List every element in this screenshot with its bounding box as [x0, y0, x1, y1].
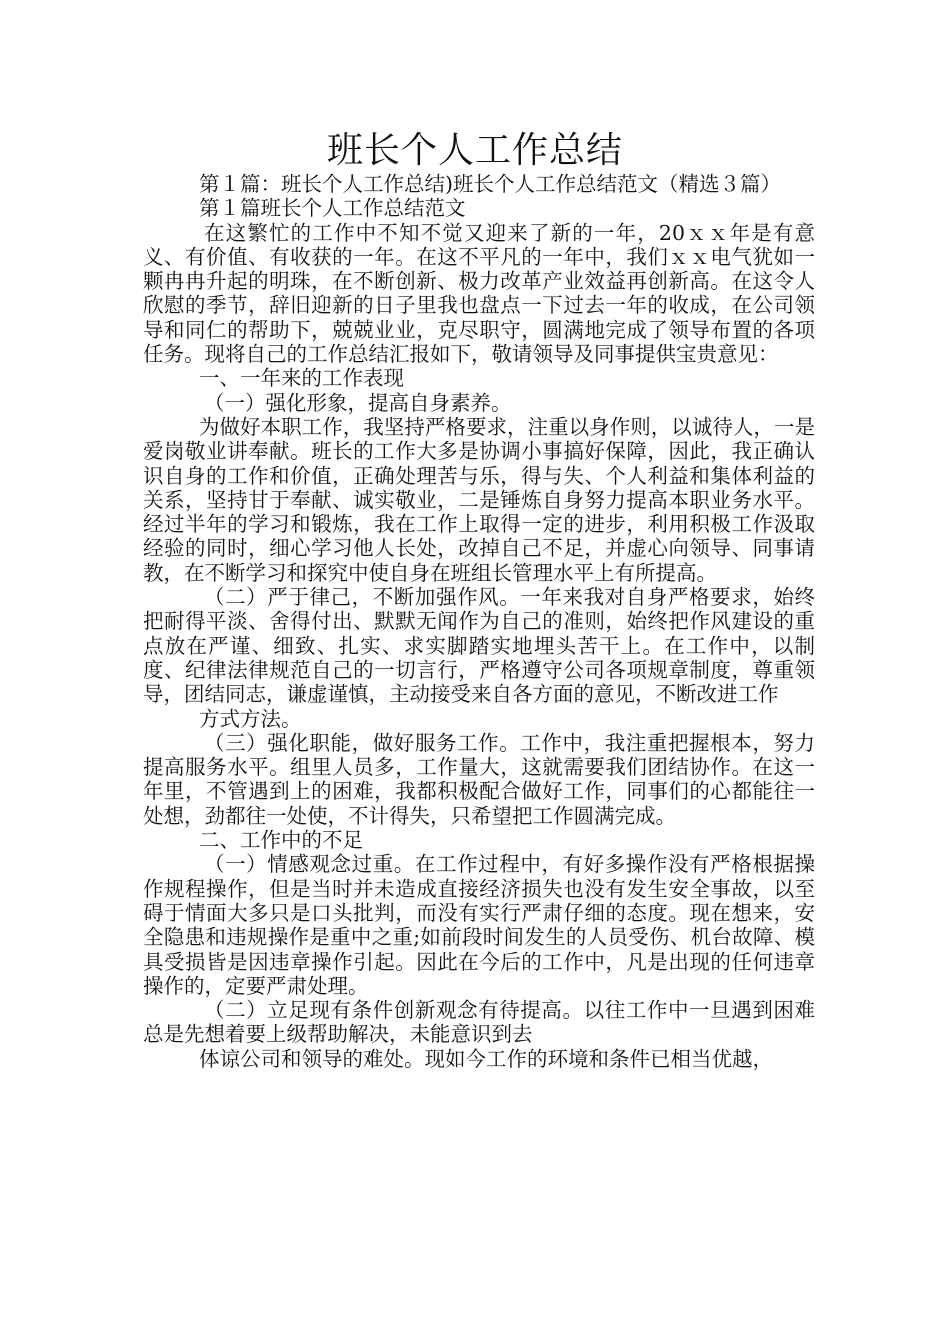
subsection-heading: （一）强化形象，提高自身素养。	[204, 390, 512, 415]
body-paragraph: 方式方法。	[199, 706, 302, 731]
body-paragraph: 在这繁忙的工作中不知不觉又迎来了新的一年，20ｘｘ年是有意义、有价值、有收获的一年。在这不平凡的一年中，我们ｘｘ电气犹如一颗冉冉升起的明珠，在不断创新、极力改革产业效益再创新高。在这令人欣慰的季节，辞旧迎新的日子里我也盘点一下过去一年的收成，在公司领导和同仁的帮助下，兢兢业业，克尽职守，圆满地完成了领导布置的各项任务。现将自己的工作总结汇报如下，敬请领导及同事提供宝贵意见：	[143, 220, 815, 367]
body-paragraph: （三）强化职能，做好服务工作。工作中，我注重把握根本，努力提高服务水平。组里人员多，工作量大，这就需要我们团结协作。在这一年里，不管遇到上的困难，我都积极配合做好工作，同事们的心都能往一处想，劲都往一处使，不计得失，只希望把工作圆满完成。	[143, 730, 815, 828]
body-paragraph: 为做好本职工作，我坚持严格要求，注重以身作则，以诚待人，一是爱岗敬业讲奉献。班长的工作大多是协调小事搞好保障，因此，我正确认识自身的工作和价值，正确处理苦与乐，得与失、个人利益和集体利益的关系，坚持甘于奉献、诚实敬业，二是锤炼自身努力提高本职业务水平。经过半年的学习和锻炼，我在工作上取得一定的进步，利用积极工作汲取经验的同时，细心学习他人长处，改掉自己不足，并虚心向领导、同事请教，在不断学习和探究中使自身在班组长管理水平上有所提高。	[143, 414, 815, 585]
body-paragraph: （二）严于律己，不断加强作风。一年来我对自身严格要求，始终把耐得平淡、舍得付出、默默无闻作为自己的准则，始终把作风建设的重点放在严谨、细致、扎实、求实脚踏实地埋头苦干上。在工作中，以制度、纪律法律规范自己的一切言行，严格遵守公司各项规章制度，尊重领导，团结同志，谦虚谨慎，主动接受来自各方面的意见，不断改进工作	[143, 585, 815, 707]
section-heading: 二、工作中的不足	[199, 828, 363, 853]
section-heading: 第１篇班长个人工作总结范文	[199, 196, 466, 221]
body-paragraph: （一）情感观念过重。在工作过程中，有好多操作没有严格根据操作规程操作，但是当时并未造成直接经济损失也没有发生安全事故，以至碍于情面大多只是口头批判，而没有实行严肃仔细的态度。现在想来，安全隐患和违规操作是重中之重;如前段时间发生的人员受伤、机台故障、模具受损皆是因违章操作引起。因此在今后的工作中，凡是出现的任何违章操作的，定要严肃处理。	[143, 852, 815, 998]
body-paragraph: 体谅公司和领导的难处。现如今工作的环境和条件已相当优越，	[199, 1046, 773, 1071]
subtitle-paragraph: 第１篇：班长个人工作总结)班长个人工作总结范文（精选３篇）	[199, 172, 781, 196]
document-title: 班长个人工作总结	[326, 130, 623, 171]
section-heading: 一、一年来的工作表现	[199, 366, 404, 391]
body-paragraph: （二）立足现有条件创新观念有待提高。以往工作中一旦遇到困难总是先想着要上级帮助解决，未能意识到去	[143, 998, 815, 1047]
document-body	[143, 172, 815, 1071]
